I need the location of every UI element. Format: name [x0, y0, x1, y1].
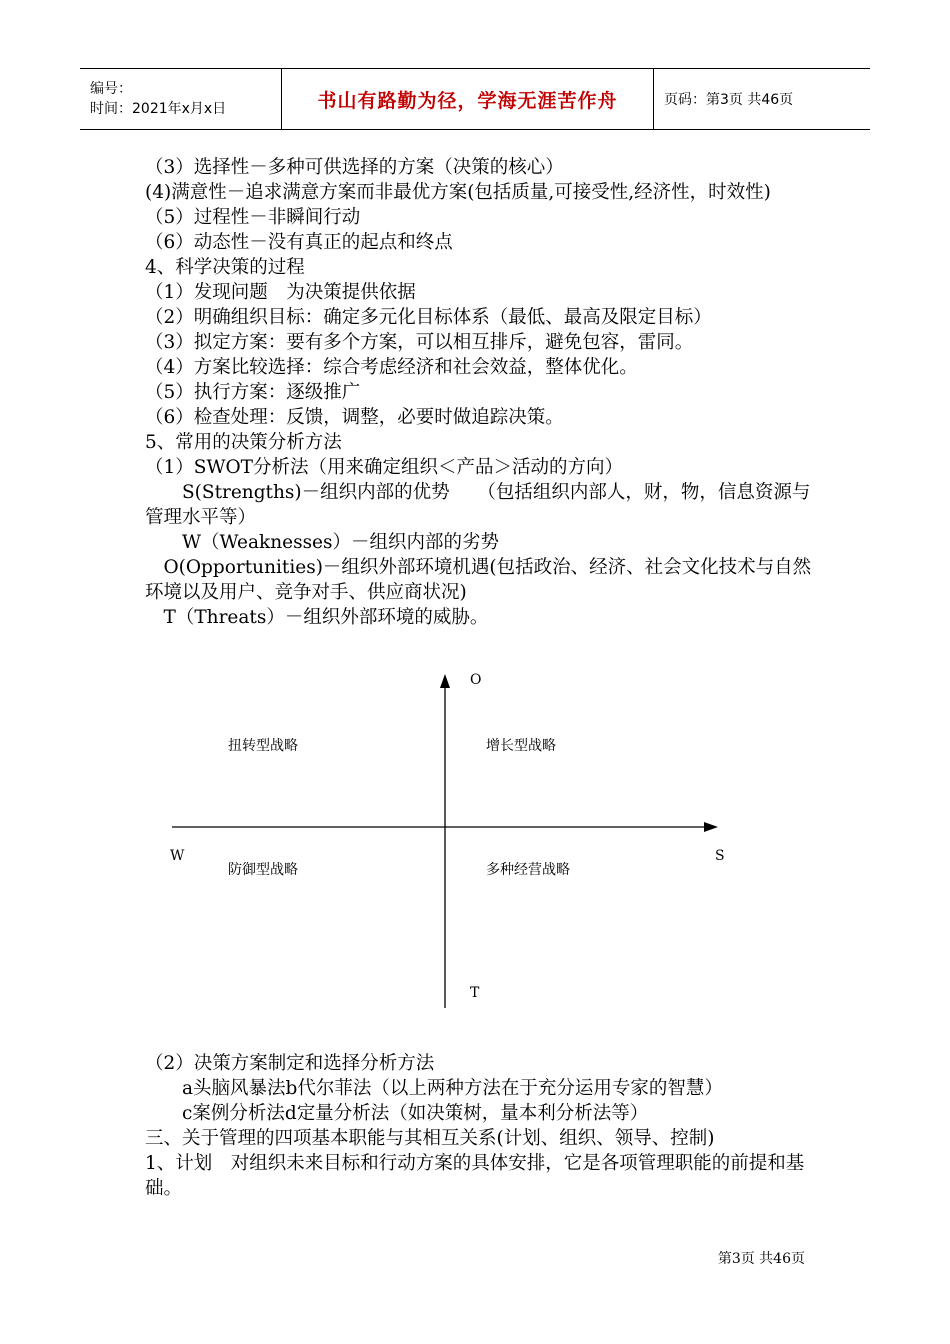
- section-heading: 5、常用的决策分析方法: [145, 432, 342, 453]
- o-arrow-head: [440, 674, 450, 688]
- body-line: O(Opportunities)－组织外部环境机遇(包括政治、经济、社会文化技术与自然环境以及用户、竞争对手、供应商状况): [145, 557, 812, 603]
- body-line: （4）方案比较选择：综合考虑经济和社会效益，整体优化。: [145, 357, 638, 378]
- body-line: W（Weaknesses）－组织内部的劣势: [145, 532, 500, 553]
- body-line: （2）决策方案制定和选择分析方法: [145, 1053, 435, 1074]
- body-line: （3）拟定方案：要有多个方案，可以相互排斥，避免包容，雷同。: [145, 332, 694, 353]
- body-line: （6）检查处理：反馈，调整，必要时做追踪决策。: [145, 407, 564, 428]
- axis-label-w: W: [170, 848, 185, 864]
- header-meta: [80, 69, 282, 129]
- quadrant-st: 多种经营战略: [486, 862, 570, 878]
- axis-label-o: O: [470, 672, 482, 688]
- body-line: S(Strengths)－组织内部的优势 （包括组织内部人，财，物，信息资源与管理水平等）: [145, 482, 811, 528]
- time-label: 时间：2021年x月x日: [90, 101, 227, 117]
- document-body: [145, 155, 813, 630]
- quadrant-wt: 防御型战略: [228, 862, 298, 878]
- page-footer: 第3页 共46页: [717, 1251, 805, 1267]
- body-line: c案例分析法d定量分析法（如决策树，量本利分析法等）: [145, 1103, 649, 1124]
- body-line: （5）执行方案：逐级推广: [145, 382, 361, 403]
- axis-label-t: T: [470, 985, 480, 1001]
- body-line: (4)满意性－追求满意方案而非最优方案(包括质量,可接受性,经济性，时效性): [145, 182, 771, 203]
- header-page-info: 页码：第3页 共46页: [664, 92, 794, 108]
- section-heading: 4、科学决策的过程: [145, 257, 305, 278]
- quadrant-wo: 扭转型战略: [228, 738, 298, 754]
- page-header: [80, 68, 870, 130]
- header-motto-cell: [282, 69, 654, 129]
- body-line: （5）过程性－非瞬间行动: [145, 207, 361, 228]
- swot-axes: [168, 668, 728, 1008]
- body-line: 1、计划 对组织未来目标和行动方案的具体安排，它是各项管理职能的前提和基础。: [145, 1153, 805, 1199]
- document-body-continued: [145, 1051, 813, 1201]
- body-line: （3）选择性－多种可供选择的方案（决策的核心）: [145, 157, 564, 178]
- body-line: T（Threats）－组织外部环境的威胁。: [145, 607, 489, 628]
- quadrant-so: 增长型战略: [486, 738, 556, 754]
- s-arrow-head: [704, 822, 718, 832]
- body-line: （1）SWOT分析法（用来确定组织＜产品＞活动的方向）: [145, 457, 623, 478]
- body-line: a头脑风暴法b代尔菲法（以上两种方法在于充分运用专家的智慧）: [145, 1078, 723, 1099]
- axis-label-s: S: [715, 848, 725, 864]
- header-motto: 书山有路勤为径，学海无涯苦作舟: [317, 89, 618, 112]
- body-line: （1）发现问题 为决策提供依据: [145, 282, 416, 303]
- section-heading: 三、关于管理的四项基本职能与其相互关系(计划、组织、领导、控制): [145, 1128, 715, 1149]
- body-line: （6）动态性－没有真正的起点和终点: [145, 232, 453, 253]
- body-line: （2）明确组织目标：确定多元化目标体系（最低、最高及限定目标）: [145, 307, 712, 328]
- swot-matrix: [168, 668, 728, 1008]
- number-label: 编号：: [90, 81, 132, 97]
